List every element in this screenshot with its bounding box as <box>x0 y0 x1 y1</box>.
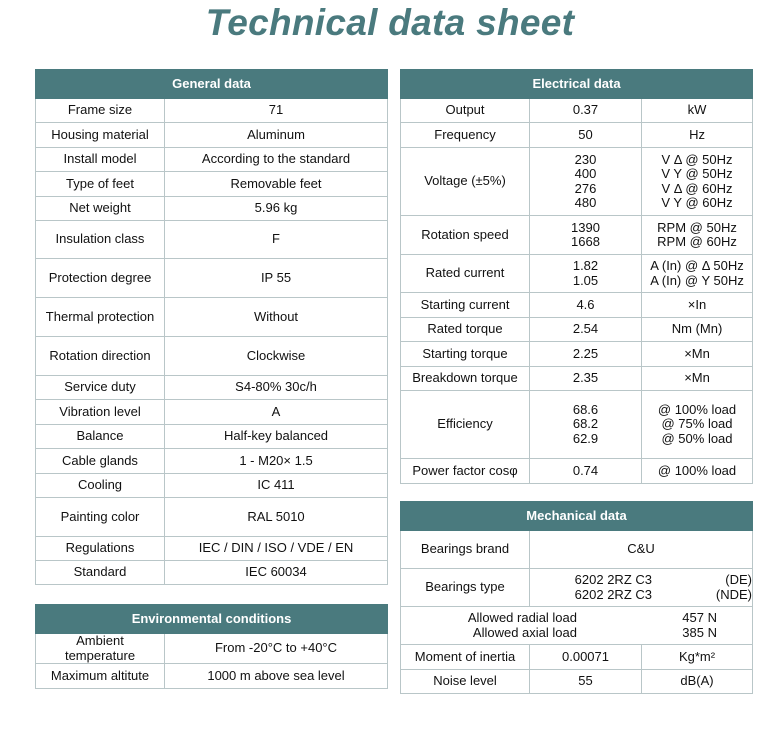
general-value: Aluminum <box>165 123 388 148</box>
general-label: Painting color <box>36 498 165 537</box>
environmental-value: 1000 m above sea level <box>165 664 388 689</box>
electrical-label: Frequency <box>401 123 530 148</box>
environmental-header: Environmental conditions <box>36 605 388 634</box>
electrical-unit: A (In) @ Y 50Hz <box>650 272 744 288</box>
electrical-value: 2.25 <box>530 342 642 367</box>
electrical-value: 4.6 <box>530 293 642 318</box>
general-value: Half-key balanced <box>165 425 388 449</box>
bearings-type-values <box>530 573 652 602</box>
bearings-brand-value: C&U <box>530 531 753 569</box>
electrical-unit-cell <box>642 148 753 216</box>
electrical-value: 50 <box>530 123 642 148</box>
general-value: IEC / DIN / ISO / VDE / EN <box>165 537 388 561</box>
electrical-label: Starting torque <box>401 342 530 367</box>
general-label: Rotation direction <box>36 337 165 376</box>
environmental-label: Maximum altitute <box>36 664 165 689</box>
electrical-value-cell <box>530 391 642 459</box>
general-label: Insulation class <box>36 221 165 259</box>
general-label: Install model <box>36 148 165 172</box>
electrical-unit: V Y @ 50Hz <box>661 166 733 181</box>
electrical-value-cell <box>530 255 642 293</box>
inertia-value: 0.00071 <box>530 645 642 670</box>
electrical-value: 62.9 <box>572 430 599 446</box>
general-label: Frame size <box>36 99 165 123</box>
electrical-value-cell <box>530 148 642 216</box>
loads-values <box>577 611 717 640</box>
electrical-unit: ×In <box>642 293 753 318</box>
general-label: Vibration level <box>36 400 165 425</box>
electrical-unit: V Δ @ 50Hz <box>661 151 733 167</box>
load-value: 457 N <box>682 610 717 625</box>
general-label: Service duty <box>36 376 165 400</box>
bearings-type-unit: (DE) <box>725 572 752 587</box>
electrical-label: Rotation speed <box>401 216 530 255</box>
electrical-unit: RPM @ 60Hz <box>657 234 737 249</box>
general-label: Thermal protection <box>36 298 165 337</box>
electrical-value: 400 <box>574 166 597 181</box>
electrical-unit: Hz <box>642 123 753 148</box>
general-label: Protection degree <box>36 259 165 298</box>
inertia-unit: Kg*m² <box>642 645 753 670</box>
electrical-unit: kW <box>642 99 753 123</box>
general-value: Without <box>165 298 388 337</box>
electrical-value: 1.05 <box>572 272 599 288</box>
electrical-label: Voltage (±5%) <box>401 148 530 216</box>
electrical-value: 230 <box>574 151 597 167</box>
general-label: Cable glands <box>36 449 165 474</box>
general-label: Net weight <box>36 197 165 221</box>
electrical-value: 2.35 <box>530 367 642 391</box>
electrical-label: Starting current <box>401 293 530 318</box>
general-label: Standard <box>36 561 165 585</box>
general-value: S4-80% 30c/h <box>165 376 388 400</box>
general-value: 1 - M20× 1.5 <box>165 449 388 474</box>
electrical-value-cell <box>530 216 642 255</box>
mechanical-data-header: Mechanical data <box>401 502 753 531</box>
general-label: Cooling <box>36 474 165 498</box>
electrical-unit: @ 50% load <box>661 430 733 446</box>
electrical-label: Rated current <box>401 255 530 293</box>
inertia-label: Moment of inertia <box>401 645 530 670</box>
electrical-data-header: Electrical data <box>401 70 753 99</box>
electrical-value: 1668 <box>571 234 600 249</box>
electrical-unit-cell <box>642 391 753 459</box>
electrical-value: 1.82 <box>572 258 599 273</box>
electrical-unit: V Y @ 60Hz <box>661 195 733 210</box>
general-value: Removable feet <box>165 172 388 197</box>
electrical-value: 68.2 <box>572 416 599 432</box>
electrical-label: Breakdown torque <box>401 367 530 391</box>
electrical-unit: A (In) @ Δ 50Hz <box>650 258 744 273</box>
general-value: F <box>165 221 388 259</box>
electrical-value: 480 <box>574 195 597 210</box>
electrical-unit: @ 100% load <box>642 459 753 484</box>
electrical-value: 0.37 <box>530 99 642 123</box>
loads-labels <box>401 611 577 640</box>
mechanical-data-table <box>400 501 753 694</box>
load-label: Allowed axial load <box>472 624 577 640</box>
general-label: Regulations <box>36 537 165 561</box>
general-value: 5.96 kg <box>165 197 388 221</box>
load-label: Allowed radial load <box>467 610 577 625</box>
electrical-label: Output <box>401 99 530 123</box>
bearings-type-units <box>652 573 752 602</box>
bearings-type-value: 6202 2RZ C3 <box>574 572 652 587</box>
electrical-value: 0.74 <box>530 459 642 484</box>
electrical-label: Power factor cosφ <box>401 459 530 484</box>
general-label: Type of feet <box>36 172 165 197</box>
electrical-unit: RPM @ 50Hz <box>657 219 737 235</box>
electrical-data-table <box>400 69 753 484</box>
electrical-unit: @ 75% load <box>661 416 733 432</box>
general-data-table <box>35 69 388 585</box>
noise-value: 55 <box>530 670 642 694</box>
loads-cell <box>401 607 753 645</box>
bearings-type-label: Bearings type <box>401 569 530 607</box>
environmental-value: From -20°C to +40°C <box>165 634 388 664</box>
electrical-value: 2.54 <box>530 318 642 342</box>
bearings-type-value: 6202 2RZ C3 <box>574 586 652 602</box>
electrical-unit: Nm (Mn) <box>642 318 753 342</box>
electrical-unit: V Δ @ 60Hz <box>661 180 733 196</box>
electrical-unit: @ 100% load <box>657 401 737 417</box>
electrical-unit: ×Mn <box>642 342 753 367</box>
general-value: Clockwise <box>165 337 388 376</box>
electrical-unit-cell <box>642 255 753 293</box>
bearings-type-unit: (NDE) <box>715 586 752 602</box>
general-value: 71 <box>165 99 388 123</box>
bearings-brand-label: Bearings brand <box>401 531 530 569</box>
environmental-label: Ambient temperature <box>36 634 165 664</box>
bearings-type-cell <box>530 569 753 607</box>
electrical-value: 68.6 <box>572 401 599 417</box>
general-value: According to the standard <box>165 148 388 172</box>
electrical-label: Rated torque <box>401 318 530 342</box>
electrical-unit-cell <box>642 216 753 255</box>
electrical-value: 276 <box>574 180 597 196</box>
general-value: RAL 5010 <box>165 498 388 537</box>
noise-label: Noise level <box>401 670 530 694</box>
general-label: Balance <box>36 425 165 449</box>
electrical-value: 1390 <box>571 219 600 235</box>
electrical-label: Efficiency <box>401 391 530 459</box>
page-title: Technical data sheet <box>205 2 575 43</box>
general-data-header: General data <box>36 70 388 99</box>
general-value: IC 411 <box>165 474 388 498</box>
noise-unit: dB(A) <box>642 670 753 694</box>
general-value: A <box>165 400 388 425</box>
electrical-unit: ×Mn <box>642 367 753 391</box>
environmental-table <box>35 604 388 689</box>
general-value: IEC 60034 <box>165 561 388 585</box>
load-value: 385 N <box>682 624 717 640</box>
general-label: Housing material <box>36 123 165 148</box>
general-value: IP 55 <box>165 259 388 298</box>
